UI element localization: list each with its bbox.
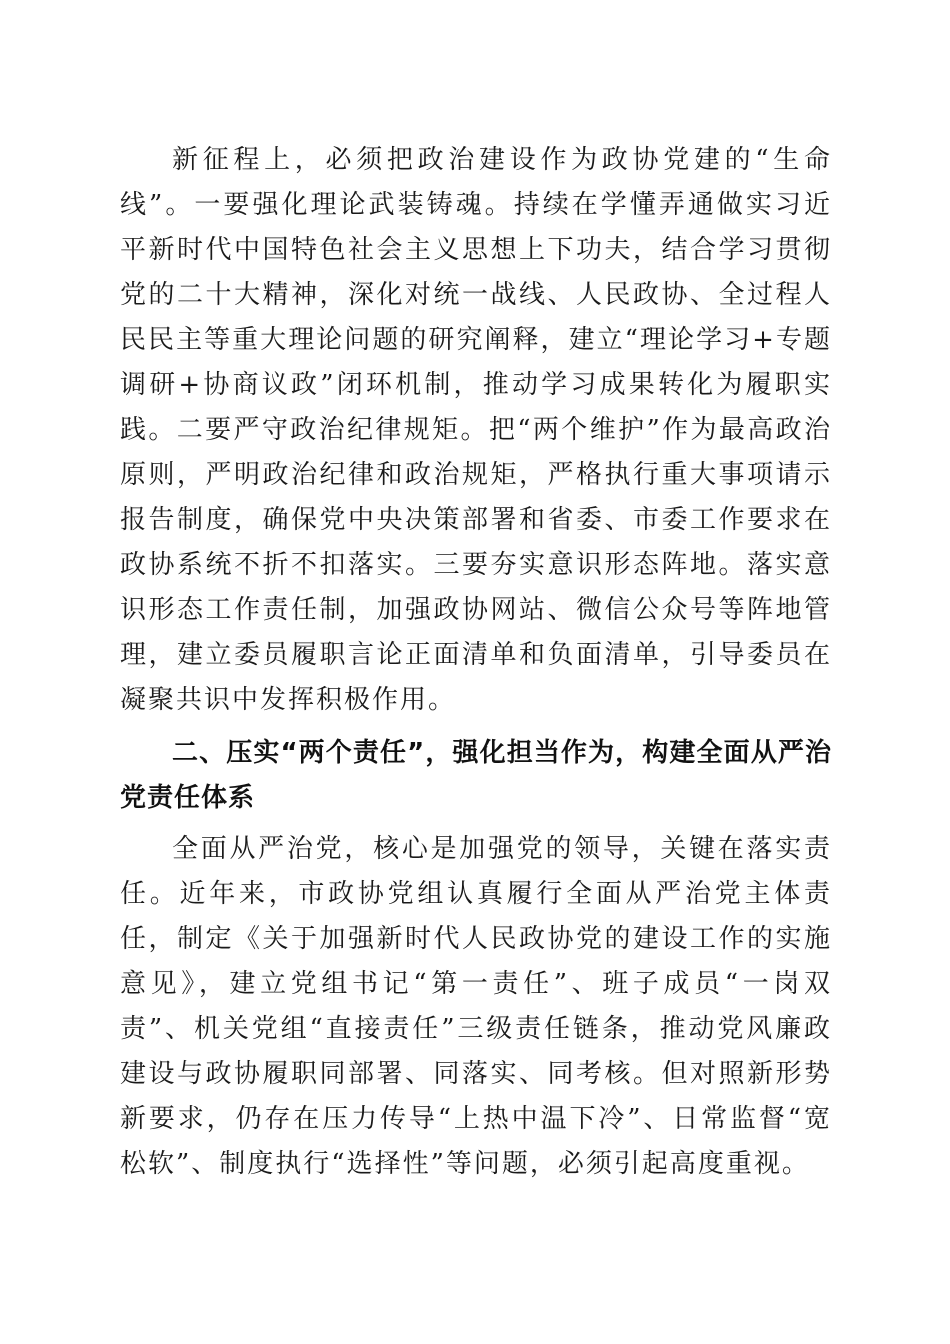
document-body xyxy=(120,138,832,1187)
section-heading-two-responsibilities: 二、压实“两个责任”，强化担当作为，构建全面从严治党责任体系 xyxy=(120,738,832,813)
paragraph-political-construction: 新征程上，必须把政治建设作为政协党建的“生命线”。一要强化理论武装铸魂。持续在学懂弄通做实习近平新时代中国特色社会主义思想上下功夫，结合学习贯彻党的二十大精神，深化对统一战线、人民政协、全过程人民民主等重大理论问题的研究阐释，建立“理论学习+专题调研+协商议政”闭环机制，推动学习成果转化为履职实践。二要严守政治纪律规矩。把“两个维护”作为最高政治原则，严明政治纪律和政治规矩，严格执行重大事项请示报告制度，确保党中央决策部署和省委、市委工作要求在政协系统不折不扣落实。三要夯实意识形态阵地。落实意识形态工作责任制，加强政协网站、微信公众号等阵地管理，建立委员履职言论正面清单和负面清单，引导委员在凝聚共识中发挥积极作用。 xyxy=(120,145,832,715)
paragraph-strict-governance: 全面从严治党，核心是加强党的领导，关键在落实责任。近年来，市政协党组认真履行全面从严治党主体责任，制定《关于加强新时代人民政协党的建设工作的实施意见》，建立党组书记“第一责任”、班子成员“一岗双责”、机关党组“直接责任”三级责任链条，推动党风廉政建设与政协履职同部署、同落实、同考核。但对照新形势新要求，仍存在压力传导“上热中温下冷”、日常监督“宽松软”、制度执行“选择性”等问题，必须引起高度重视。 xyxy=(120,834,832,1179)
